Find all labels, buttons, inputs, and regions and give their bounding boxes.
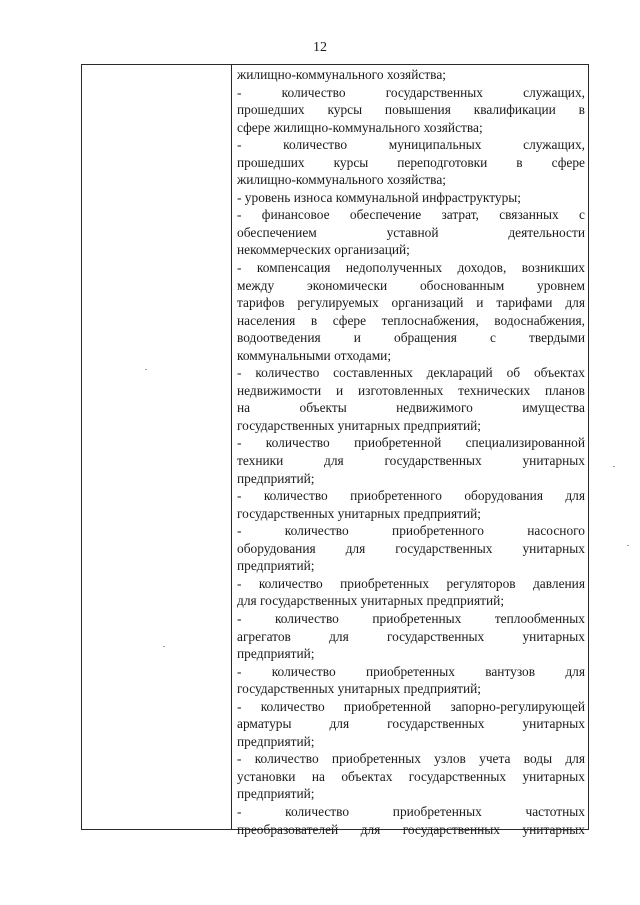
page-number: 12 [313,40,327,55]
scan-speck [163,646,165,647]
text-line: прошедших курсы повышения квалификации в [237,102,585,118]
text-line: - количество приобретенных узлов учета воды для [237,751,585,767]
text-line: коммунальными отходами; [237,347,392,363]
text-line: - финансовое обеспечение затрат, связанных с [237,207,585,223]
text-line: жилищно-коммунального хозяйства; [237,67,446,82]
text-line: водоотведения и обращения с твердыми [237,330,585,346]
text-line: преобразователей для государственных унитарных [237,821,585,837]
text-line: агрегатов для государственных унитарных [237,628,585,644]
text-line: - компенсация недополученных доходов, возникших [237,260,585,276]
text-line: предприятий; [237,786,315,802]
scan-speck [627,545,629,546]
text-line: недвижимости и изготовленных технических планов [237,382,585,398]
text-line: техники для государственных унитарных [237,453,585,469]
text-line: жилищно-коммунального хозяйства; [237,172,446,188]
text-line: сфере жилищно-коммунального хозяйства; [237,119,483,135]
table-left-cell [82,65,231,829]
text-line: на объекты недвижимого имущества [237,400,585,416]
text-line: - количество приобретенных вантузов для [237,663,585,679]
text-line: - количество государственных служащих, [237,84,585,100]
text-line: государственных унитарных предприятий; [237,505,482,521]
text-line: обеспечением уставной деятельности [237,224,585,240]
text-line: между экономически обоснованным уровнем [237,277,585,293]
text-line: предприятий; [237,733,315,749]
scan-speck [613,466,615,467]
text-line: арматуры для государственных унитарных [237,716,585,732]
text-line: прошедших курсы переподготовки в сфере [237,154,585,170]
text-line: государственных унитарных предприятий; [237,417,482,433]
text-line: государственных унитарных предприятий; [237,681,482,697]
table-column-divider [231,65,232,829]
document-table [81,64,589,837]
text-line: - количество приобретенных теплообменных [237,610,585,626]
table-right-cell [237,66,585,837]
text-line: тарифов регулируемых организаций и тарифами для [237,295,585,311]
text-line: - количество приобретенной запорно-регулирующей [237,698,585,714]
text-line: - количество приобретенного насосного [237,523,585,539]
text-line: - количество муниципальных служащих, [237,137,585,153]
text-line: некоммерческих организаций; [237,242,410,258]
text-line: - количество приобретенных регуляторов давления [237,575,585,591]
text-line: - количество приобретенных частотных [237,803,585,819]
text-line: - уровень износа коммунальной инфраструктуры; [237,189,521,205]
text-line: предприятий; [237,470,315,486]
text-line: установки на объектах государственных унитарных [237,768,585,784]
text-line: - количество приобретенного оборудования для [237,488,585,504]
text-line: оборудования для государственных унитарных [237,540,585,556]
text-line: для государственных унитарных предприятий; [237,593,505,609]
text-line: - количество приобретенной специализированной [237,435,585,451]
text-line: населения в сфере теплоснабжения, водоснабжения, [237,312,585,328]
text-line: - количество составленных деклараций об объектах [237,365,585,381]
text-line: предприятий; [237,646,315,662]
text-line: предприятий; [237,558,315,574]
scan-speck [145,369,147,370]
